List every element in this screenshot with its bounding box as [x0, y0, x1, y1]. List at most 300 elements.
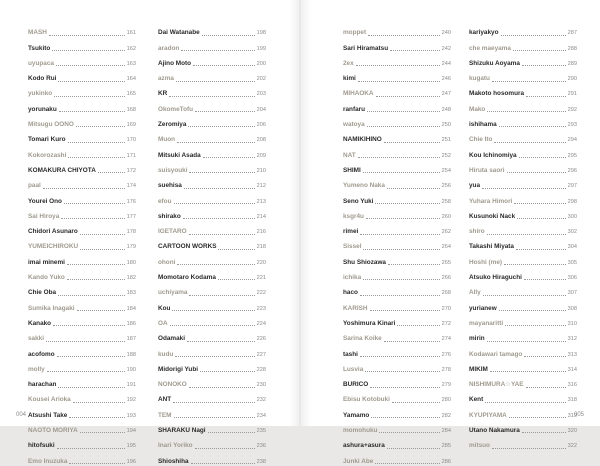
page-reference: 278 — [441, 366, 451, 373]
dot-leader — [54, 96, 125, 97]
dot-leader — [43, 188, 125, 189]
index-entry — [28, 313, 136, 328]
page-reference: 176 — [126, 198, 136, 205]
page-reference: 252 — [441, 152, 451, 159]
right-page-column-1 — [343, 22, 451, 466]
page-reference: 172 — [126, 167, 136, 174]
dot-leader — [485, 402, 565, 403]
artist-name: yukinko — [28, 90, 53, 98]
dot-leader — [73, 402, 125, 403]
artist-name: Kodawari tamago — [469, 350, 523, 358]
artist-name: mirin — [469, 335, 485, 343]
dot-leader — [371, 417, 439, 418]
index-entry — [158, 22, 266, 37]
artist-name: paal — [28, 182, 41, 190]
dot-leader — [499, 310, 566, 311]
page-reference: 174 — [126, 183, 136, 190]
index-entry — [28, 221, 136, 236]
index-entry — [343, 68, 451, 83]
dot-leader — [487, 234, 566, 235]
artist-name: momohuku — [343, 427, 378, 435]
artist-name: NAOTO MORIYA — [28, 427, 78, 435]
dot-leader — [189, 295, 254, 296]
page-reference: 202 — [256, 76, 266, 83]
index-entry — [469, 53, 577, 68]
artist-name: SHIMI — [343, 166, 361, 174]
page-reference: 169 — [126, 122, 136, 129]
page-reference: 306 — [567, 275, 577, 282]
page-reference: 193 — [126, 412, 136, 419]
artist-name: Tomari Kuro — [28, 136, 66, 144]
artist-name: Hoshi (me) — [469, 258, 503, 266]
index-entry — [158, 175, 266, 190]
index-entry — [158, 404, 266, 419]
page-reference: 310 — [567, 320, 577, 327]
page-reference: 230 — [256, 382, 266, 389]
page-reference: 177 — [126, 213, 136, 220]
artist-name: Sarina Koike — [343, 335, 382, 343]
page-reference: 244 — [441, 60, 451, 67]
artist-name: Shioshiha — [158, 457, 189, 465]
dot-leader — [61, 218, 124, 219]
dot-leader — [494, 142, 565, 143]
dot-leader — [80, 234, 125, 235]
index-entry — [158, 144, 266, 159]
dot-leader — [46, 341, 125, 342]
index-entry — [469, 251, 577, 266]
page-reference: 226 — [256, 336, 266, 343]
page-reference: 248 — [441, 106, 451, 113]
dot-leader — [195, 111, 255, 112]
artist-name: kimi — [343, 75, 356, 83]
dot-leader — [174, 203, 255, 204]
artist-name: Kokorozashi — [28, 151, 67, 159]
dot-leader — [177, 142, 255, 143]
artist-name: Mako — [469, 105, 486, 113]
page-reference: 186 — [126, 320, 136, 327]
dot-leader — [98, 172, 125, 173]
dot-leader — [368, 35, 440, 36]
index-entry — [343, 343, 451, 358]
dot-leader — [492, 448, 566, 449]
dot-leader — [397, 325, 439, 326]
index-entry — [158, 313, 266, 328]
dot-leader — [505, 325, 566, 326]
index-entry — [469, 282, 577, 297]
index-entry — [343, 221, 451, 236]
dot-leader — [517, 218, 565, 219]
artist-name: Yamamo — [343, 411, 370, 419]
index-entry — [28, 206, 136, 221]
artist-name: suisyouki — [158, 166, 188, 174]
page-reference: 236 — [256, 443, 266, 450]
artist-name: kugatu — [469, 75, 490, 83]
dot-leader — [172, 310, 254, 311]
index-entry — [469, 98, 577, 113]
index-entry — [28, 450, 136, 465]
dot-leader — [183, 218, 255, 219]
page-reference: 196 — [126, 458, 136, 465]
index-entry — [28, 328, 136, 343]
artist-name: kariyakyo — [469, 29, 499, 37]
dot-leader — [188, 126, 254, 127]
dot-leader — [218, 249, 254, 250]
page-reference: 262 — [441, 229, 451, 236]
page-reference: 312 — [567, 336, 577, 343]
dot-leader — [203, 157, 255, 158]
page-reference: 204 — [256, 106, 266, 113]
artist-name: ANT — [158, 396, 172, 404]
artist-name: rimei — [343, 228, 359, 236]
dot-leader — [57, 356, 125, 357]
artist-name: Kodo Rui — [28, 75, 57, 83]
index-entry — [28, 114, 136, 129]
artist-name: haco — [343, 289, 358, 297]
page-reference: 307 — [567, 290, 577, 297]
dot-leader — [177, 264, 254, 265]
page-reference: 256 — [441, 183, 451, 190]
dot-leader — [80, 432, 125, 433]
page-reference: 289 — [567, 60, 577, 67]
index-entry — [28, 190, 136, 205]
index-entry — [158, 129, 266, 144]
artist-name: molly — [28, 365, 45, 373]
artist-name: NISHIMURA☆YAE — [469, 381, 524, 389]
index-entry — [158, 236, 266, 251]
dot-leader — [487, 111, 565, 112]
index-entry — [28, 83, 136, 98]
artist-name: kudu — [158, 350, 174, 358]
page-reference: 296 — [567, 167, 577, 174]
page-reference: 199 — [256, 45, 266, 52]
dot-leader — [175, 356, 254, 357]
index-entry — [343, 297, 451, 312]
page-reference: 180 — [126, 259, 136, 266]
artist-name: Emo Inuzuka — [28, 457, 68, 465]
page-reference: 250 — [441, 122, 451, 129]
index-entry — [28, 374, 136, 389]
artist-name: harachan — [28, 381, 57, 389]
page-reference: 171 — [126, 152, 136, 159]
dot-leader — [365, 371, 439, 372]
artist-name: uchiyama — [158, 289, 188, 297]
dot-leader — [370, 387, 439, 388]
artist-name: Yuhara Himori — [469, 197, 513, 205]
artist-name: imai minemi — [28, 258, 65, 266]
page-reference: 203 — [256, 91, 266, 98]
page-reference: 246 — [441, 76, 451, 83]
dot-leader — [195, 448, 255, 449]
index-entry — [343, 129, 451, 144]
artist-name: Chie Oba — [28, 289, 57, 297]
artist-name: Shu Shiozawa — [343, 258, 386, 266]
artist-name: acofomo — [28, 350, 55, 358]
dot-leader — [522, 65, 566, 66]
index-entry — [158, 282, 266, 297]
page-reference: 293 — [567, 122, 577, 129]
artist-name: Odamaki — [158, 335, 185, 343]
page-reference: 292 — [567, 106, 577, 113]
index-entry — [469, 297, 577, 312]
page-reference: 194 — [126, 428, 136, 435]
index-entry — [158, 221, 266, 236]
artist-name: Tsukito — [28, 44, 51, 52]
dot-leader — [169, 96, 254, 97]
artist-name: Hiruta saori — [469, 166, 505, 174]
dot-leader — [58, 81, 124, 82]
page-reference: 286 — [441, 458, 451, 465]
index-entry — [469, 404, 577, 419]
artist-name: Seno Yuki — [343, 197, 374, 205]
index-entry — [469, 435, 577, 450]
index-entry — [343, 313, 451, 328]
artist-name: Utano Nakamura — [469, 427, 520, 435]
index-entry — [158, 359, 266, 374]
artist-name: Mitsugu OONO — [28, 121, 74, 129]
dot-leader — [366, 218, 440, 219]
index-entry — [343, 236, 451, 251]
index-entry — [469, 175, 577, 190]
index-entry — [158, 83, 266, 98]
artist-name: NAT — [343, 151, 356, 159]
page-reference: 195 — [126, 443, 136, 450]
page-reference: 206 — [256, 122, 266, 129]
dot-leader — [47, 371, 125, 372]
artist-name: Muon — [158, 136, 176, 144]
index-entry — [343, 404, 451, 419]
dot-leader — [363, 172, 440, 173]
page-reference: 213 — [256, 198, 266, 205]
artist-name: KOMAKURA CHIYOTA — [28, 166, 96, 174]
dot-leader — [67, 279, 125, 280]
artist-name: Takashi Miyata — [469, 243, 514, 251]
artist-name: Zeromiya — [158, 121, 187, 129]
page-reference: 228 — [256, 366, 266, 373]
page-reference: 232 — [256, 397, 266, 404]
artist-name: mayanaritti — [469, 319, 504, 327]
dot-leader — [189, 234, 255, 235]
index-entry — [469, 83, 577, 98]
dot-leader — [358, 81, 440, 82]
index-entry — [158, 37, 266, 52]
artist-name: ashura+asura — [343, 442, 385, 450]
artist-name: Inari Yoriko — [158, 442, 193, 450]
page-reference: 163 — [126, 60, 136, 67]
artist-name: ohoni — [158, 258, 176, 266]
index-entry — [158, 435, 266, 450]
artist-name: Ally — [469, 289, 481, 297]
index-entry — [158, 114, 266, 129]
artist-name: MIHAOKA — [343, 90, 374, 98]
index-entry — [469, 160, 577, 175]
artist-name: uyupaca — [28, 59, 54, 67]
dot-leader — [208, 432, 255, 433]
index-entry — [343, 206, 451, 221]
artist-name: moppet — [343, 29, 367, 37]
page-reference: 285 — [441, 443, 451, 450]
index-entry — [469, 37, 577, 52]
dot-leader — [59, 111, 125, 112]
artist-name: Yumeno Naka — [343, 182, 385, 190]
page-reference: 188 — [126, 351, 136, 358]
dot-leader — [522, 432, 566, 433]
artist-name: Yoshimura Kinari — [343, 319, 396, 327]
page-reference: 191 — [126, 382, 136, 389]
page-reference: 183 — [126, 290, 136, 297]
page-reference: 251 — [441, 137, 451, 144]
artist-name: tashi — [343, 350, 358, 358]
dot-leader — [189, 172, 254, 173]
page-reference: 308 — [567, 305, 577, 312]
artist-name: ishihama — [469, 121, 497, 129]
dot-leader — [499, 126, 566, 127]
artist-name: Midorigi Yubi — [158, 365, 199, 373]
dot-leader — [360, 295, 440, 296]
dot-leader — [384, 142, 440, 143]
page-reference: 274 — [441, 336, 451, 343]
page-reference: 198 — [256, 30, 266, 37]
artist-name: sakki — [28, 335, 44, 343]
page-reference: 290 — [567, 76, 577, 83]
index-entry — [469, 420, 577, 435]
index-entry — [343, 328, 451, 343]
page-reference: 284 — [441, 428, 451, 435]
index-entry — [158, 98, 266, 113]
dot-leader — [64, 203, 125, 204]
artist-name: Shizuku Aoyama — [469, 59, 520, 67]
page-reference: 300 — [567, 213, 577, 220]
index-entry — [158, 450, 266, 465]
artist-name: Junki Abe — [343, 457, 374, 465]
dot-leader — [67, 264, 125, 265]
index-entry — [28, 37, 136, 52]
index-entry — [469, 144, 577, 159]
dot-leader — [524, 279, 566, 280]
dot-leader — [58, 387, 124, 388]
dot-leader — [387, 188, 440, 189]
dot-leader — [504, 264, 566, 265]
artist-name: Kou Ichinomiya — [469, 151, 517, 159]
page-reference: 270 — [441, 305, 451, 312]
dot-leader — [388, 264, 440, 265]
index-entry — [28, 435, 136, 450]
artist-name: watoya — [343, 121, 365, 129]
artist-name: Lusvia — [343, 365, 364, 373]
page-reference: 222 — [256, 290, 266, 297]
page-reference: 182 — [126, 275, 136, 282]
left-page-column-2 — [158, 22, 266, 466]
page-reference: 302 — [567, 229, 577, 236]
index-entry — [343, 175, 451, 190]
artist-name: shiro — [469, 228, 485, 236]
artist-name: SHARAKU Nagi — [158, 427, 206, 435]
dot-leader — [170, 325, 255, 326]
artist-name: Kent — [469, 396, 484, 404]
dot-leader — [184, 188, 255, 189]
index-entry — [343, 251, 451, 266]
index-entry — [343, 114, 451, 129]
dot-leader — [193, 65, 255, 66]
dot-leader — [363, 249, 439, 250]
artist-name: Ajino Moto — [158, 59, 192, 67]
dot-leader — [57, 448, 125, 449]
page-reference: 187 — [126, 336, 136, 343]
page-reference: 295 — [567, 152, 577, 159]
index-entry — [343, 83, 451, 98]
index-entry — [28, 22, 136, 37]
dot-leader — [370, 310, 440, 311]
dot-leader — [200, 371, 255, 372]
artist-name: Ebisu Kotobuki — [343, 396, 390, 404]
dot-leader — [376, 96, 440, 97]
index-entry — [343, 374, 451, 389]
artist-name: yurianew — [469, 304, 497, 312]
page-reference: 254 — [441, 167, 451, 174]
page-reference: 235 — [256, 428, 266, 435]
index-entry — [28, 359, 136, 374]
page-reference: 320 — [567, 428, 577, 435]
dot-leader — [392, 402, 440, 403]
artist-name: ranfaru — [343, 105, 366, 113]
dot-leader — [173, 402, 255, 403]
artist-name: Kanako — [28, 319, 52, 327]
dot-leader — [76, 126, 125, 127]
page-reference: 161 — [126, 30, 136, 37]
artist-name: hitofsuki — [28, 442, 55, 450]
dot-leader — [77, 310, 125, 311]
page-reference: 224 — [256, 320, 266, 327]
right-page — [301, 0, 600, 465]
artist-name: Kousei Arioka — [28, 396, 71, 404]
artist-name: shirako — [158, 212, 181, 220]
page-reference: 168 — [126, 106, 136, 113]
index-entry — [343, 359, 451, 374]
index-entry — [158, 297, 266, 312]
page-reference: 170 — [126, 137, 136, 144]
page-reference: 208 — [256, 137, 266, 144]
artist-name: Sissel — [343, 243, 362, 251]
dot-leader — [507, 172, 566, 173]
artist-name: yua — [469, 182, 481, 190]
page-reference: 316 — [567, 382, 577, 389]
index-entry — [469, 129, 577, 144]
artist-name: Chidori Asunaro — [28, 228, 78, 236]
page-reference: 298 — [567, 198, 577, 205]
page-reference: 266 — [441, 275, 451, 282]
index-entry — [28, 282, 136, 297]
index-entry — [469, 190, 577, 205]
dot-leader — [56, 65, 125, 66]
index-entry — [28, 98, 136, 113]
index-entry — [158, 53, 266, 68]
index-entry — [469, 236, 577, 251]
artist-name: KARISH — [343, 304, 368, 312]
index-entry — [28, 389, 136, 404]
page-reference: 265 — [441, 259, 451, 266]
index-entry — [343, 435, 451, 450]
artist-name: Makoto hosomura — [469, 90, 525, 98]
dot-leader — [514, 203, 565, 204]
index-entry — [343, 22, 451, 37]
dot-leader — [202, 35, 255, 36]
page-reference: 210 — [256, 167, 266, 174]
index-entry — [28, 68, 136, 83]
artist-name: 2ex — [343, 59, 354, 67]
artist-name: MASH — [28, 29, 47, 37]
dot-leader — [387, 448, 440, 449]
artist-name: Chie Ito — [469, 136, 493, 144]
page-reference: 322 — [567, 443, 577, 450]
